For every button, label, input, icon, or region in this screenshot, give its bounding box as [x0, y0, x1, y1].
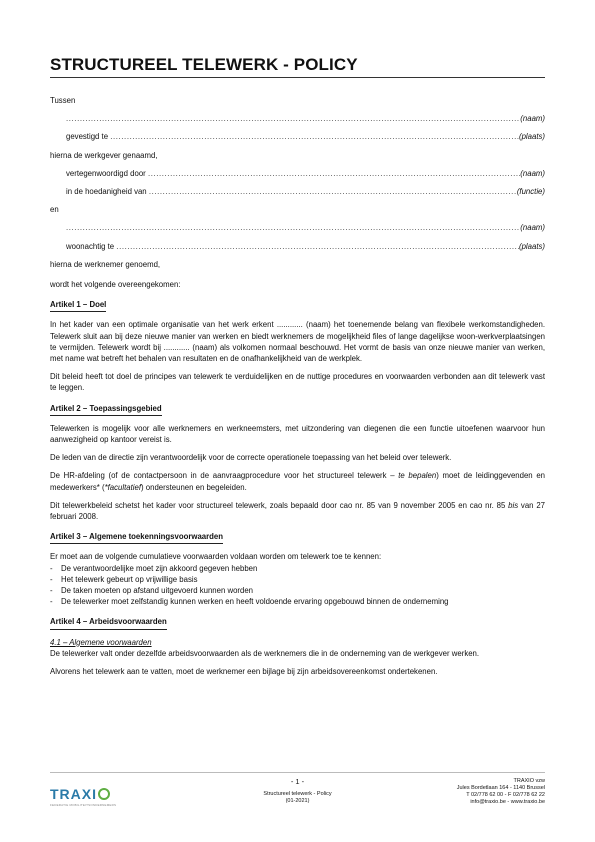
- footer-org: TRAXIO vzw: [513, 778, 545, 784]
- fill-dots: [66, 113, 520, 124]
- article-4-heading: Artikel 4 – Arbeidsvoorwaarden: [50, 616, 167, 629]
- article-2-paragraph: Telewerken is mogelijk voor alle werknemers en werkneemsters, met uitzondering van diegenen die een functie uitoefenen waarvoor hun aanwezigheid op kantoor vereist is.: [50, 423, 545, 444]
- employee-residence-label: woonachtig te: [66, 241, 115, 251]
- logo-tagline: FEDERATIE MOBILITEITSONDERNEMERS: [50, 803, 117, 807]
- fill-dots: [116, 241, 519, 252]
- fill-dots: [148, 168, 520, 179]
- employer-seat-suffix: (plaats): [519, 132, 545, 142]
- article-3-intro: Er moet aan de volgende cumulatieve voorwaarden voldaan worden om telewerk toe te kennen:: [50, 552, 382, 562]
- article-1-heading: Artikel 1 – Doel: [50, 299, 106, 312]
- article-4-paragraph: De telewerker valt onder dezelfde arbeidsvoorwaarden als de werknemers die in de onderneming van de werkgever werken.: [50, 648, 480, 658]
- employer-name-line: [50, 113, 545, 124]
- representative-line: [50, 168, 545, 179]
- employer-name-suffix: (naam): [520, 114, 545, 124]
- employee-name-suffix: (naam): [520, 223, 545, 233]
- article-4-subheading: 4.1 – Algemene voorwaarden: [50, 637, 152, 647]
- page-title: STRUCTUREEL TELEWERK - POLICY: [50, 55, 358, 74]
- list-item: - De verantwoordelijke moet zijn akkoord gegeven hebben: [50, 563, 545, 574]
- and-separator: en: [50, 205, 59, 215]
- capacity-suffix: (functie): [516, 186, 545, 196]
- footer-contact-line: info@traxio.be - www.traxio.be: [470, 799, 545, 805]
- footer-center: [230, 778, 365, 805]
- employee-name-line: [50, 222, 545, 233]
- footer-phone: T 02/778 62 00 - F 02/778 62 22: [466, 792, 545, 798]
- logo-ring-icon: [98, 788, 110, 800]
- article-2-heading: Artikel 2 – Toepassingsgebied: [50, 403, 162, 416]
- employee-called: hierna de werknemer genoemd,: [50, 259, 161, 269]
- parties-intro: Tussen: [50, 96, 76, 105]
- fill-dots: [149, 186, 517, 197]
- fill-dots: [110, 131, 519, 142]
- page-number: - 1 -: [290, 777, 305, 786]
- list-item: - De telewerker moet zelfstandig kunnen werken en heeft voldoende ervaring opgebouwd binnen de onderneming: [50, 596, 545, 607]
- conditions-list: [50, 563, 545, 608]
- list-item: - Het telewerk gebeurt op vrijwillige basis: [50, 574, 545, 585]
- footer-address: Jules Bordetlaan 164 - 1140 Brussel: [456, 785, 545, 791]
- article-3-heading: Artikel 3 – Algemene toekenningsvoorwaarden: [50, 531, 223, 544]
- fill-dots: [66, 222, 520, 233]
- document-body: [50, 95, 545, 677]
- traxio-logo: [50, 786, 130, 807]
- title-rule: [50, 77, 545, 78]
- employee-residence-suffix: (plaats): [519, 241, 545, 251]
- article-1-paragraph: In het kader van een optimale organisatie van het werk erkent ............ (naam) het toenemende belang van flexibele werkomstandigheden. Telewerk sluit aan bij deze nieuwe manier van werken en biedt werknemers de mogelijkheid files of lange dagelijkse woon-werkverplaatsingen te vermijden. Telewerk wordt bij ............ (naam) als volkomen normaal beschouwd. Het vormt de basis van onze nieuwe manier van werken, met name wat betreft het behalen van resultaten en de onafhankelijkheid van de werkplek.: [50, 320, 545, 363]
- article-2-paragraph: De leden van de directie zijn verantwoordelijk voor de correcte operationele toepassing van het beleid over telewerk.: [50, 453, 452, 463]
- capacity-label: in de hoedanigheid van: [66, 186, 147, 196]
- article-2-paragraph: De HR-afdeling (of de contactpersoon in de aanvraagprocedure voor het structureel telewerk – te bepalen) moet de leidinggevenden en medewerkers* (*facultatief) ondersteunen en begeleiden.: [50, 471, 545, 492]
- article-4-paragraph: Alvorens het telewerk aan te vatten, moet de werknemer een bijlage bij zijn arbeidsovereenkomst ondertekenen.: [50, 667, 438, 677]
- footer-contact: [457, 778, 545, 806]
- footer-rule: [50, 772, 545, 773]
- footer-doc-name: Structureel telewerk - Policy: [263, 791, 332, 797]
- capacity-line: [50, 186, 545, 197]
- logo-wordmark: TRAXI: [50, 786, 130, 802]
- article-1-paragraph: Dit beleid heeft tot doel de principes van telewerk te verduidelijken en de nuttige procedures en voorwaarden verbonden aan dit telewerk vast te leggen.: [50, 372, 545, 393]
- employer-seat-line: [50, 131, 545, 142]
- representative-label: vertegenwoordigd door: [66, 168, 146, 178]
- employer-seat-label: gevestigd te: [66, 132, 109, 142]
- list-item: - De taken moeten op afstand uitgevoerd kunnen worden: [50, 585, 545, 596]
- employer-called: hierna de werkgever genaamd,: [50, 150, 158, 160]
- employee-residence-line: [50, 241, 545, 252]
- representative-suffix: (naam): [520, 168, 545, 178]
- footer-doc-date: (01-2021): [285, 798, 310, 804]
- agreement-line: wordt het volgende overeengekomen:: [50, 279, 181, 289]
- article-2-paragraph: Dit telewerkbeleid schetst het kader voor structureel telewerk, zoals bepaald door cao nr. 85 van 9 november 2005 en cao nr. 85 bis van 27 februari 2008.: [50, 500, 545, 521]
